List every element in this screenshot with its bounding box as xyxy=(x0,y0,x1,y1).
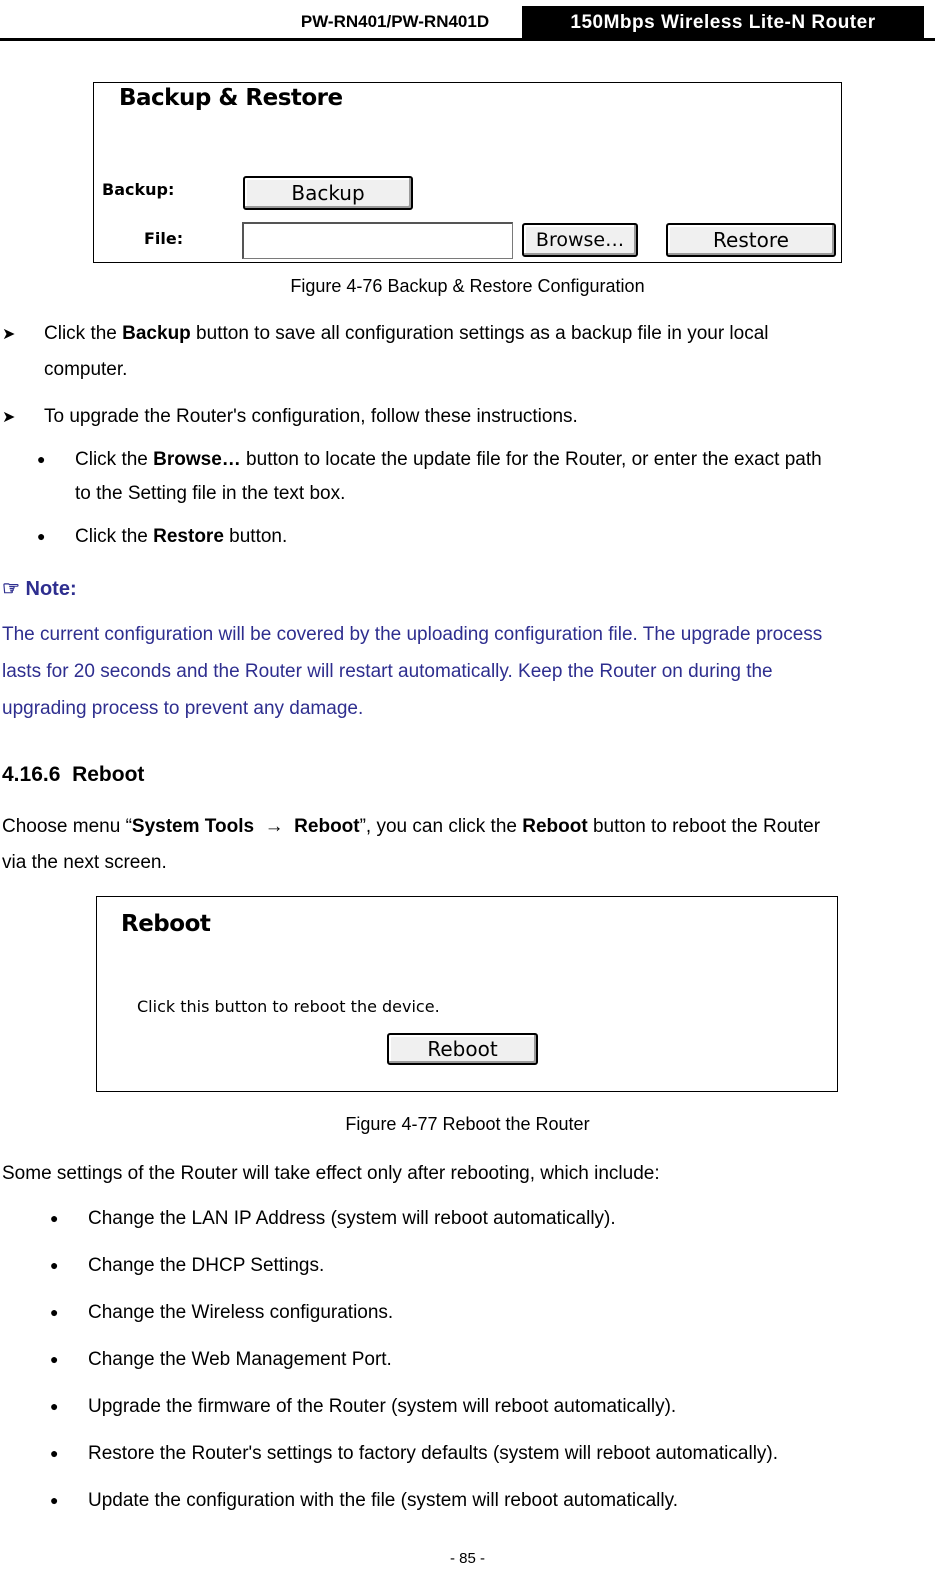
figure-caption-reboot: Figure 4-77 Reboot the Router xyxy=(345,1114,590,1134)
bullet-dot-icon: ● xyxy=(50,1445,59,1461)
text-bold: Browse… xyxy=(153,449,241,470)
backup-restore-title: Backup & Restore xyxy=(119,85,343,111)
text: Click the xyxy=(75,449,154,470)
list-item: Update the configuration with the file (system will reboot automatically. xyxy=(88,1490,678,1511)
backup-button[interactable]: Backup xyxy=(243,176,413,210)
text: button to reboot the Router xyxy=(587,816,821,837)
menu-path-item: Reboot xyxy=(294,816,360,837)
bullet-arrow-icon: ➤ xyxy=(2,409,16,426)
figure-caption-backup: Figure 4-76 Backup & Restore Configuration xyxy=(290,276,645,296)
reboot-screenshot xyxy=(96,896,838,1092)
list-intro: Some settings of the Router will take effect only after rebooting, which include: xyxy=(2,1163,660,1184)
text-bold: Backup xyxy=(122,323,191,344)
reboot-intro-line2: via the next screen. xyxy=(2,852,167,873)
file-label: File: xyxy=(144,229,184,248)
list-item: Restore the Router's settings to factory defaults (system will reboot automatically). xyxy=(88,1443,779,1464)
reboot-description: Click this button to reboot the device. xyxy=(137,997,440,1016)
subbullet-browse xyxy=(75,442,822,478)
section-number: 4.16.6 xyxy=(2,763,61,786)
bullet-dot-icon: ● xyxy=(50,1398,59,1414)
pointing-hand-icon: ☞ xyxy=(2,578,20,600)
restore-button[interactable]: Restore xyxy=(666,223,836,257)
browse-button[interactable]: Browse… xyxy=(522,223,638,257)
reboot-intro xyxy=(2,809,820,845)
note-line: The current configuration will be covered by the uploading configuration file. The upgrade process xyxy=(2,624,823,645)
note-line: lasts for 20 seconds and the Router will restart automatically. Keep the Router on during the xyxy=(2,661,773,682)
menu-path-item: System Tools xyxy=(131,816,255,837)
note-heading xyxy=(2,571,77,607)
text-bold: Reboot xyxy=(522,816,588,837)
list-item: Change the Wireless configurations. xyxy=(88,1302,394,1323)
bullet-dot-icon: ● xyxy=(37,528,46,544)
text: button to locate the update file for the Router, or enter the exact path xyxy=(240,449,822,470)
subbullet-restore xyxy=(75,519,287,555)
bullet-dot-icon: ● xyxy=(50,1351,59,1367)
bullet-dot-icon: ● xyxy=(37,451,46,467)
list-item: Change the Web Management Port. xyxy=(88,1349,392,1370)
subbullet-browse-line2: to the Setting file in the text box. xyxy=(75,483,346,504)
header-model: PW-RN401/PW-RN401D xyxy=(300,12,490,31)
backup-label: Backup: xyxy=(102,180,175,199)
text: ”, you can click the xyxy=(359,816,523,837)
list-item: Upgrade the firmware of the Router (system will reboot automatically). xyxy=(88,1396,677,1417)
bullet-arrow-icon: ➤ xyxy=(2,326,16,343)
text: Click the xyxy=(44,323,123,344)
bullet-dot-icon: ● xyxy=(50,1304,59,1320)
header-product: 150Mbps Wireless Lite-N Router xyxy=(522,6,924,40)
page-number: - 85 - xyxy=(449,1550,485,1567)
bullet-dot-icon: ● xyxy=(50,1257,59,1273)
header-rule xyxy=(0,38,935,41)
list-item: Change the DHCP Settings. xyxy=(88,1255,325,1276)
bullet-upgrade: To upgrade the Router's configuration, follow these instructions. xyxy=(44,406,578,427)
list-item: Change the LAN IP Address (system will reboot automatically). xyxy=(88,1208,616,1229)
text: button. xyxy=(223,526,288,547)
text: button to save all configuration settings as a backup file in your local xyxy=(190,323,769,344)
text: Click the xyxy=(75,526,154,547)
note-line: upgrading process to prevent any damage. xyxy=(2,698,364,719)
reboot-button[interactable]: Reboot xyxy=(387,1033,538,1065)
text-bold: Restore xyxy=(153,526,224,547)
bullet-backup-line2: computer. xyxy=(44,359,128,380)
file-path-input[interactable] xyxy=(242,222,513,259)
reboot-title: Reboot xyxy=(121,911,211,937)
section-heading xyxy=(2,763,144,787)
backup-restore-screenshot xyxy=(93,82,842,263)
bullet-dot-icon: ● xyxy=(50,1210,59,1226)
bullet-backup xyxy=(44,316,769,352)
note-label: Note: xyxy=(25,578,77,600)
text: Choose menu “ xyxy=(2,816,132,837)
section-title: Reboot xyxy=(72,763,145,786)
bullet-dot-icon: ● xyxy=(50,1492,59,1508)
arrow-icon: → xyxy=(264,816,284,837)
